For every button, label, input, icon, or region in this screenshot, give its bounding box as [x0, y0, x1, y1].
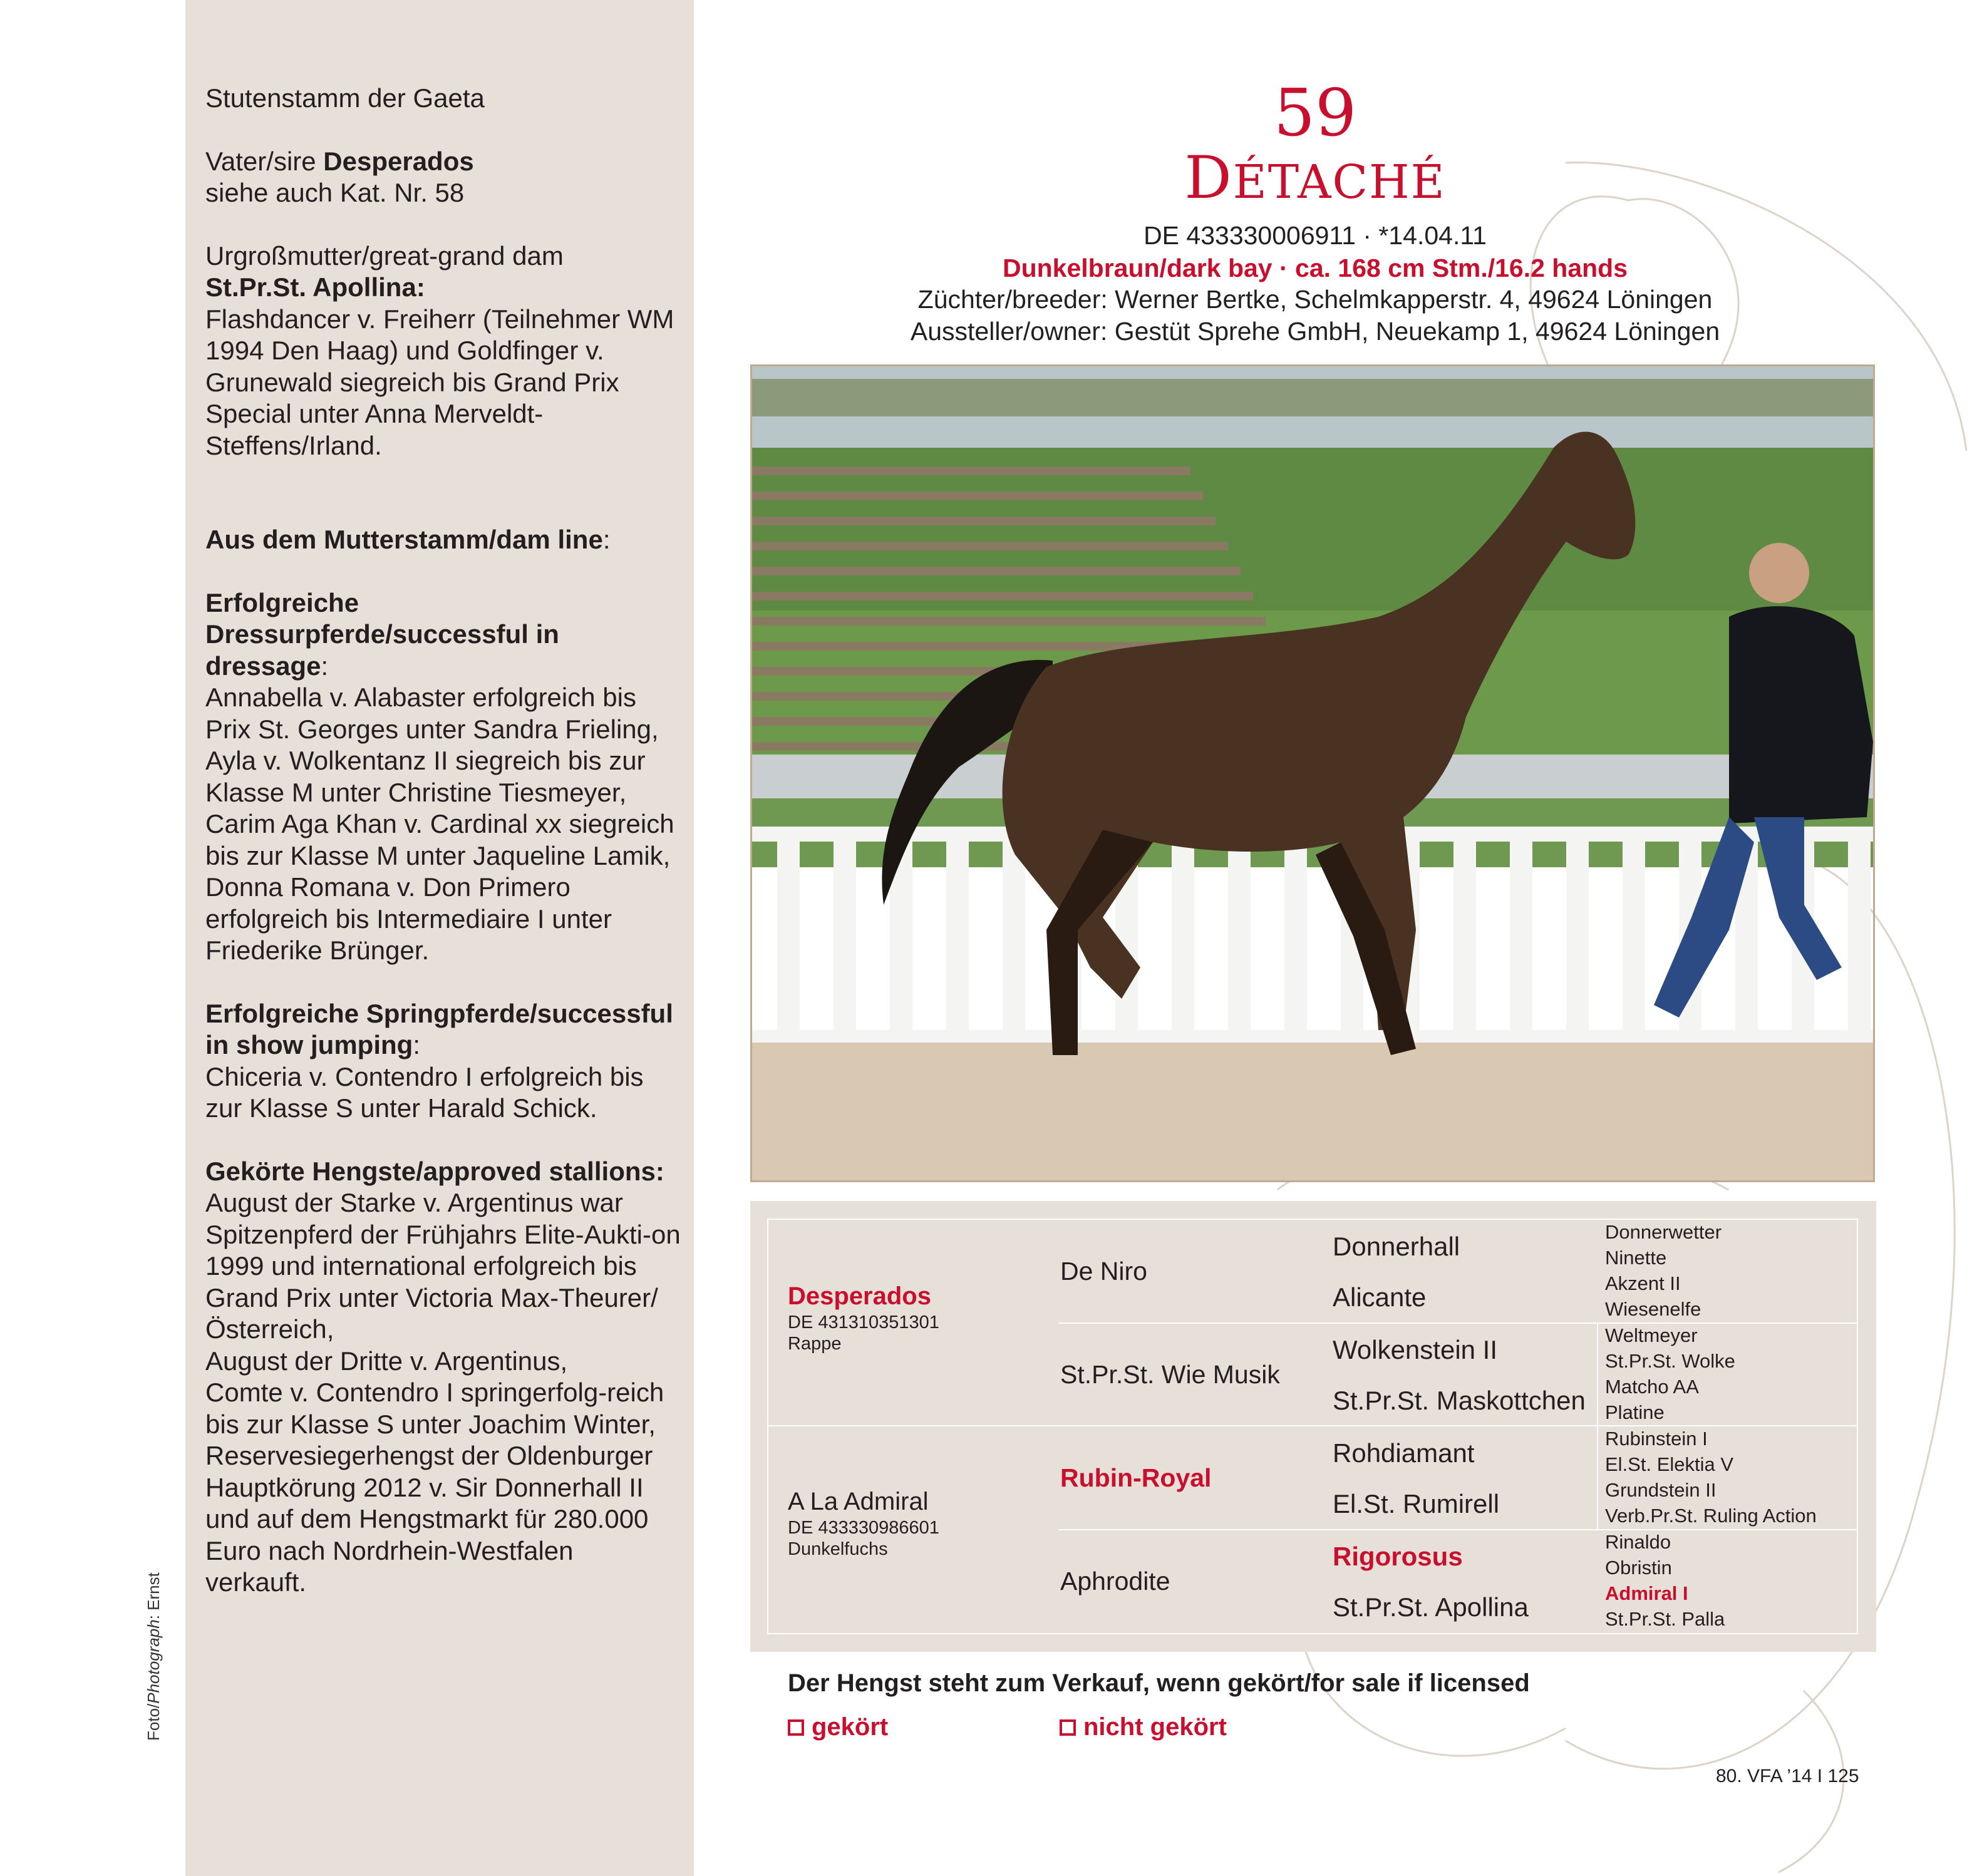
pedigree-divider-dam	[1058, 1529, 1858, 1530]
pedigree-gen4-item: Grundstein II	[1605, 1479, 1716, 1501]
pedigree-gen4-item: Admiral I	[1605, 1582, 1688, 1604]
pedigree-divider-main	[767, 1425, 1858, 1426]
pedigree-gen2-item: St.Pr.St. Wie Musik	[1060, 1360, 1280, 1389]
horse-color-line: Dunkelbraun/dark bay · ca. 168 cm Stm./16.2 hands	[1002, 254, 1628, 282]
sidebar-text	[205, 83, 681, 1630]
jumping-section: Erfolgreiche Springpferde/successful in show jumping: Chiceria v. Contendro I erfolgreich bis zur Klasse S unter Harald Schick.	[205, 998, 673, 1123]
breeder-line: Züchter/breeder: Werner Bertke, Schelmkapperstr. 4, 49624 Löningen	[917, 285, 1713, 314]
pedigree-gen3-item: Wolkenstein II	[1333, 1335, 1498, 1364]
lot-number: 59	[1273, 75, 1357, 151]
pedigree-gen4-item: Weltmeyer	[1605, 1324, 1698, 1346]
pedigree-gen4-item: Obristin	[1605, 1557, 1672, 1579]
licensed-checkbox[interactable]	[788, 1719, 804, 1736]
pedigree-table	[767, 1219, 1858, 1634]
sire-note: Vater/sire Desperados siehe auch Kat. Nr. 58	[205, 146, 474, 207]
pedigree-gen4-item: Matcho AA	[1605, 1376, 1699, 1398]
page-footer: 80. VFA ’14 I 125	[1716, 1766, 1859, 1786]
pedigree-gen4-item: Rubinstein I	[1605, 1428, 1708, 1450]
pedigree-gen3-item: Alicante	[1333, 1282, 1427, 1312]
owner-line: Aussteller/owner: Gestüt Sprehe GmbH, Neuekamp 1, 49624 Löningen	[910, 317, 1720, 346]
pedigree-divider-sire	[1058, 1322, 1858, 1324]
pedigree-dam: A La Admiral	[788, 1488, 929, 1515]
pedigree-gen2-item: Rubin-Royal	[1060, 1463, 1212, 1492]
pedigree-gen4-item: Verb.Pr.St. Ruling Action	[1605, 1505, 1817, 1527]
pedigree-sire-id: DE 431310351301	[788, 1312, 939, 1332]
pedigree-gen4-item: St.Pr.St. Palla	[1605, 1608, 1725, 1630]
mare-line: Stutenstamm der Gaeta	[205, 83, 485, 113]
pedigree-gen4-item: El.St. Elektia V	[1605, 1453, 1734, 1475]
pedigree-gen3-item: St.Pr.St. Apollina	[1333, 1592, 1529, 1622]
pedigree-gen4-item: Ninette	[1605, 1247, 1667, 1269]
pedigree-gen2-item: De Niro	[1060, 1257, 1147, 1286]
pedigree-gen3-item: Rohdiamant	[1333, 1438, 1475, 1468]
pedigree-gen3-item: Rigorosus	[1333, 1542, 1463, 1571]
pedigree-dam-color: Dunkelfuchs	[788, 1539, 888, 1559]
great-grand-dam-note: Urgroßmutter/great-grand dam St.Pr.St. Apollina: Flashdancer v. Freiherr (Teilnehmer WM 1994 Den Haag) und Goldfinger v. Grunewald siegreich bis Grand Prix Special unter Anna Merveldt-Steffens/Irland.	[205, 240, 674, 460]
pedigree-gen4-item: Platine	[1605, 1401, 1665, 1423]
not-licensed-option[interactable]	[1060, 1713, 1227, 1741]
pedigree-gen4-item: Akzent II	[1605, 1272, 1681, 1294]
horse-photo	[750, 364, 1875, 1182]
horse-id-line: DE 433330006911 · *14.04.11	[1143, 221, 1487, 250]
not-licensed-label: nicht gekört	[1083, 1713, 1227, 1741]
pedigree-gen4-item: Rinaldo	[1605, 1531, 1671, 1553]
dam-line-heading: Aus dem Mutterstamm/dam line:	[205, 525, 611, 554]
photo-credit: Foto/Photograph: Ernst	[144, 1572, 163, 1741]
pedigree-gen3-item: El.St. Rumirell	[1333, 1489, 1500, 1518]
stallions-section: Gekörte Hengste/approved stallions: August der Starke v. Argentinus war Spitzenpferd der Frühjahrs Elite-Aukti-on 1999 und international erfolgreich bis Grand Prix unter Victoria Max-Theurer/Österreich, August der Dritte v. Argentinus, Comte v. Contendro I springerfolg-reich bis zur Klasse S unter Joachim Winter, Reservesiegerhengst der Oldenburger Hauptkörung 2012 v. Sir Donnerhall II und auf dem Hengstmarkt für 280.000 Euro nach Nordrhein-Westfalen verkauft.	[205, 1156, 681, 1597]
pedigree-gen3-item: Donnerhall	[1333, 1232, 1460, 1261]
pedigree-gen4-item: St.Pr.St. Wolke	[1605, 1350, 1735, 1372]
pedigree-gen4-item: Donnerwetter	[1605, 1221, 1722, 1243]
dressage-section: Erfolgreiche Dressurpferde/successful in dressage: Annabella v. Alabaster erfolgreich bis Prix St. Georges unter Sandra Frieling, Ayla v. Wolkentanz II siegreich bis zur Klasse M unter Christine Tiesmeyer, Carim Aga Khan v. Cardinal xx siegreich bis zur Klasse M unter Jaqueline Lamik, Donna Romana v. Don Primero erfolgreich bis Intermediaire I unter Friederike Brünger.	[205, 587, 674, 965]
horse-name: DÉTACHÉ	[1184, 144, 1446, 212]
licensed-label: gekört	[812, 1713, 889, 1741]
sale-note: Der Hengst steht zum Verkauf, wenn gekört/for sale if licensed	[788, 1669, 1530, 1697]
pedigree-sire-color: Rappe	[788, 1334, 842, 1354]
pedigree-dam-id: DE 433330986601	[788, 1518, 939, 1538]
pedigree-gen4-item: Wiesenelfe	[1605, 1298, 1701, 1320]
not-licensed-checkbox[interactable]	[1060, 1719, 1076, 1736]
horse-photo-illustration	[752, 366, 1873, 1180]
licensed-option[interactable]	[788, 1713, 888, 1741]
pedigree-sire: Desperados	[788, 1282, 931, 1310]
pedigree-gen3-item: St.Pr.St. Maskottchen	[1333, 1386, 1586, 1415]
pedigree-divider-vertical	[1597, 1322, 1598, 1529]
pedigree-gen2-item: Aphrodite	[1060, 1567, 1170, 1595]
